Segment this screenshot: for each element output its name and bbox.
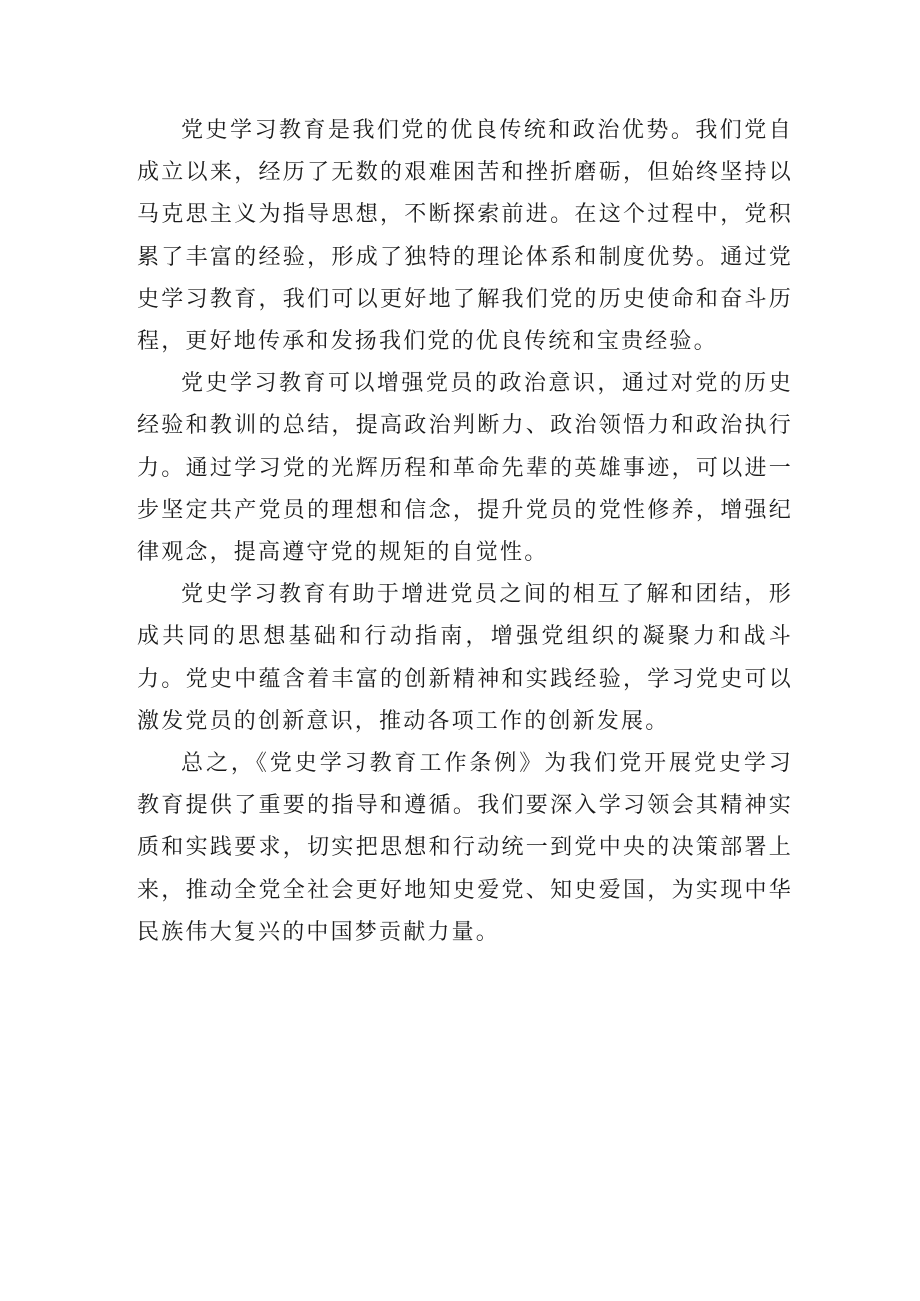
document-body	[137, 110, 793, 954]
paragraph-2: 党史学习教育可以增强党员的政治意识，通过对党的历史经验和教训的总结，提高政治判断力、政治领悟力和政治执行力。通过学习党的光辉历程和革命先辈的英雄事迹，可以进一步坚定共产党员的理想和信念，提升党员的党性修养，增强纪律观念，提高遵守党的规矩的自觉性。	[137, 371, 793, 566]
paragraph-4: 总之，《党史学习教育工作条例》为我们党开展党史学习教育提供了重要的指导和遵循。我们要深入学习领会其精神实质和实践要求，切实把思想和行动统一到党中央的决策部署上来，推动全党全社会更好地知史爱党、知史爱国，为实现中华民族伟大复兴的中国梦贡献力量。	[137, 751, 793, 945]
paragraph-3: 党史学习教育有助于增进党员之间的相互了解和团结，形成共同的思想基础和行动指南，增强党组织的凝聚力和战斗力。党史中蕴含着丰富的创新精神和实践经验，学习党史可以激发党员的创新意识，推动各项工作的创新发展。	[137, 582, 793, 734]
paragraph-1: 党史学习教育是我们党的优良传统和政治优势。我们党自成立以来，经历了无数的艰难困苦和挫折磨砺，但始终坚持以马克思主义为指导思想，不断探索前进。在这个过程中，党积累了丰富的经验，形成了独特的理论体系和制度优势。通过党史学习教育，我们可以更好地了解我们党的历史使命和奋斗历程，更好地传承和发扬我们党的优良传统和宝贵经验。	[137, 118, 793, 355]
